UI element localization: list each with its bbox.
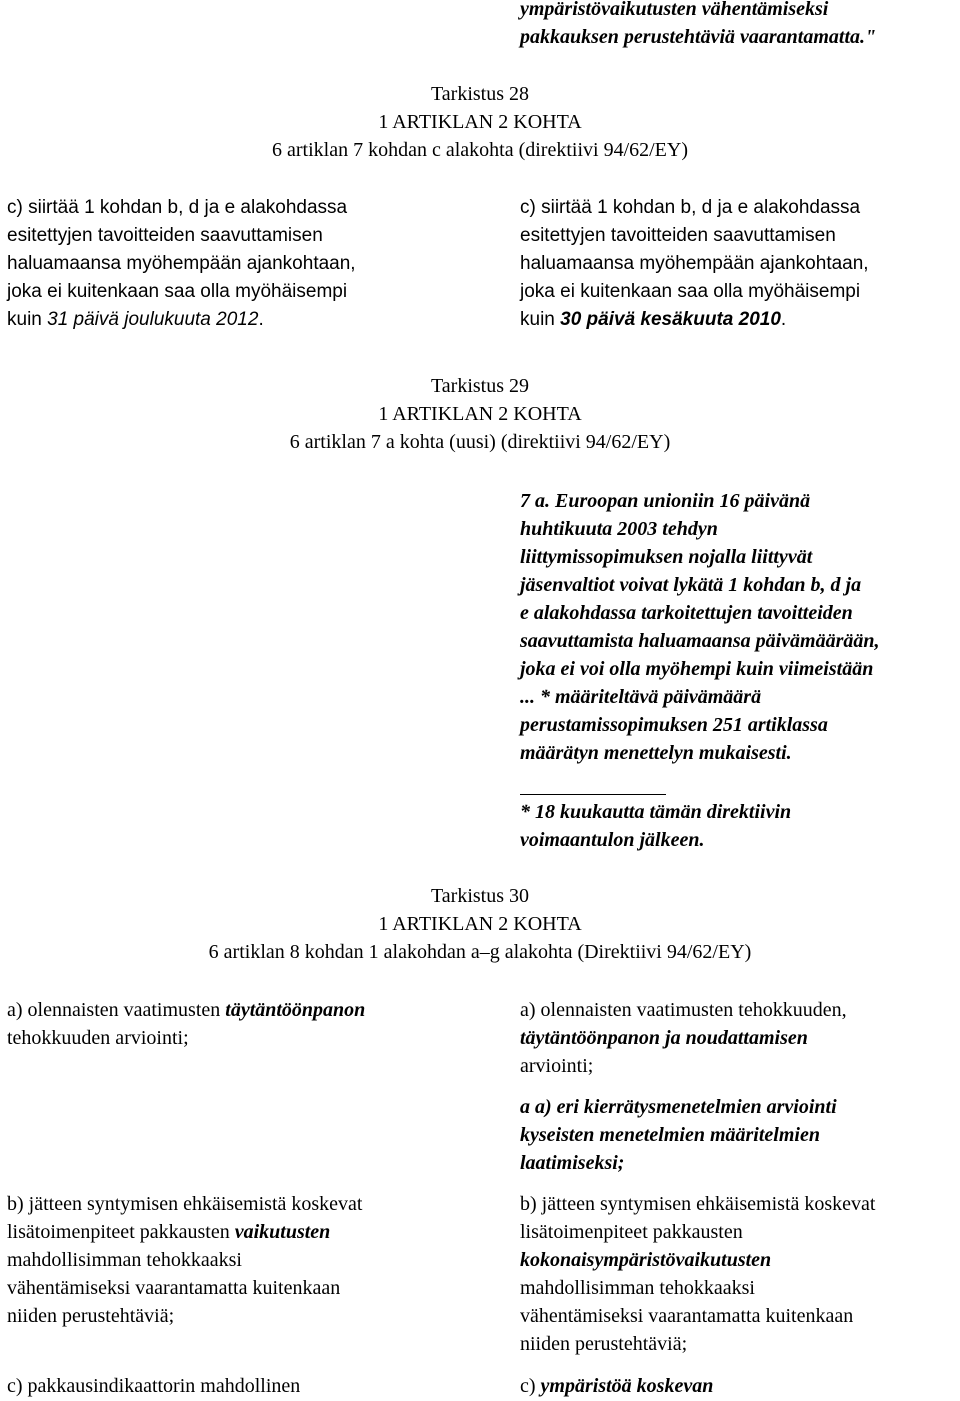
amendment-part: 1 ARTIKLAN 2 KOHTA [378, 111, 582, 133]
text-line: lisätoimenpiteet pakkausten [520, 1221, 743, 1243]
text-line: mahdollisimman tehokkaaksi [7, 1249, 242, 1271]
text-line: c) siirtää 1 kohdan b, d ja e alakohdassa [520, 197, 861, 218]
text-span: . [780, 309, 787, 330]
text-span: kuin [520, 309, 561, 330]
footnote-line: * 18 kuukautta tämän direktiivin [520, 801, 792, 823]
text-line: haluamaansa myöhempään ajankohtaan, [7, 253, 356, 274]
text-line: joka ei kuitenkaan saa olla myöhäisempi [7, 281, 348, 302]
text-line: ... * määriteltävä päivämäärä [520, 686, 762, 708]
text-line: määrätyn menettelyn mukaisesti. [520, 742, 792, 764]
text-line [7, 996, 365, 1024]
text-line: jäsenvaltiot voivat lykätä 1 kohdan b, d ja [520, 574, 862, 596]
text-line: joka ei voi olla myöhempi kuin viimeistään [520, 658, 874, 680]
text-line: saavuttamista haluamaansa päivämäärään, [520, 630, 880, 652]
text-span: kuin [7, 309, 48, 330]
text-line: b) jätteen syntymisen ehkäisemistä koskevat [520, 1193, 876, 1215]
text-line: mahdollisimman tehokkaaksi [520, 1277, 755, 1299]
text-line: vähentämiseksi vaarantamatta kuitenkaan [520, 1305, 854, 1327]
amendment-part: 1 ARTIKLAN 2 KOHTA [378, 403, 582, 425]
amendment-ref: 6 artiklan 8 kohdan 1 alakohdan a–g alakohta (Direktiivi 94/62/EY) [208, 941, 752, 963]
bold-italic-span: vaikutusten [234, 1221, 331, 1243]
text-line: kyseisten menetelmien määritelmien [520, 1124, 820, 1146]
amendment-part: 1 ARTIKLAN 2 KOHTA [378, 913, 582, 935]
footnote-rule [520, 794, 666, 795]
text-line: perustamissopimuksen 251 artiklassa [520, 714, 828, 736]
text-line [7, 306, 264, 334]
text-line: tehokkuuden arviointi; [7, 1027, 189, 1049]
text-line: haluamaansa myöhempään ajankohtaan, [520, 253, 869, 274]
text-line [7, 1218, 330, 1246]
text-line: huhtikuuta 2003 tehdyn [520, 518, 718, 540]
text-span: . [258, 309, 264, 330]
amendment-title: Tarkistus 29 [430, 375, 530, 397]
bold-italic-span: 30 päivä kesäkuuta 2010 [560, 309, 781, 330]
amendment-title: Tarkistus 30 [430, 885, 530, 907]
text-line: b) jätteen syntymisen ehkäisemistä koskevat [7, 1193, 363, 1215]
text-line: esitettyjen tavoitteiden saavuttamisen [7, 225, 323, 246]
text-line: kokonaisympäristövaikutusten [520, 1249, 772, 1271]
text-line: laatimiseksi; [520, 1152, 625, 1174]
text-line: c) siirtää 1 kohdan b, d ja e alakohdassa [7, 197, 348, 218]
text-line: esitettyjen tavoitteiden saavuttamisen [520, 225, 836, 246]
text-line: niiden perustehtäviä; [520, 1333, 688, 1355]
text-line: arviointi; [520, 1055, 594, 1077]
text-span: a) olennaisten vaatimusten [7, 999, 226, 1021]
text-line [520, 1372, 713, 1400]
text-line: niiden perustehtäviä; [7, 1305, 175, 1327]
text-line: e alakohdassa tarkoitettujen tavoitteiden [520, 602, 853, 624]
text-line: a a) eri kierrätysmenetelmien arviointi [520, 1096, 837, 1118]
amendment-ref: 6 artiklan 7 a kohta (uusi) (direktiivi 94/62/EY) [289, 431, 671, 453]
italic-span: 31 päivä joulukuuta 2012 [47, 309, 259, 330]
amendment-title: Tarkistus 28 [430, 83, 530, 105]
text-line: a) olennaisten vaatimusten tehokkuuden, [520, 999, 847, 1021]
text-line: joka ei kuitenkaan saa olla myöhäisempi [520, 281, 861, 302]
text-line: 7 a. Euroopan unioniin 16 päivänä [520, 490, 811, 512]
text-line: täytäntöönpanon ja noudattamisen [520, 1027, 808, 1049]
text-line: c) pakkausindikaattorin mahdollinen [7, 1375, 301, 1397]
text-line [520, 306, 786, 334]
text-span: c) [520, 1375, 541, 1397]
text-line: ympäristövaikutusten vähentämiseksi [520, 0, 829, 20]
amendment-ref: 6 artiklan 7 kohdan c alakohta (direktiivi 94/62/EY) [272, 139, 688, 161]
bold-italic-span: täytäntöönpanon [225, 999, 366, 1021]
text-line: liittymissopimuksen nojalla liittyvät [520, 546, 813, 568]
bold-italic-span: ympäristöä koskevan [540, 1375, 714, 1397]
footnote-line: voimaantulon jälkeen. [520, 829, 705, 851]
text-line: vähentämiseksi vaarantamatta kuitenkaan [7, 1277, 341, 1299]
text-span: lisätoimenpiteet pakkausten [7, 1221, 235, 1243]
text-line: pakkauksen perustehtäviä vaarantamatta." [520, 26, 877, 48]
